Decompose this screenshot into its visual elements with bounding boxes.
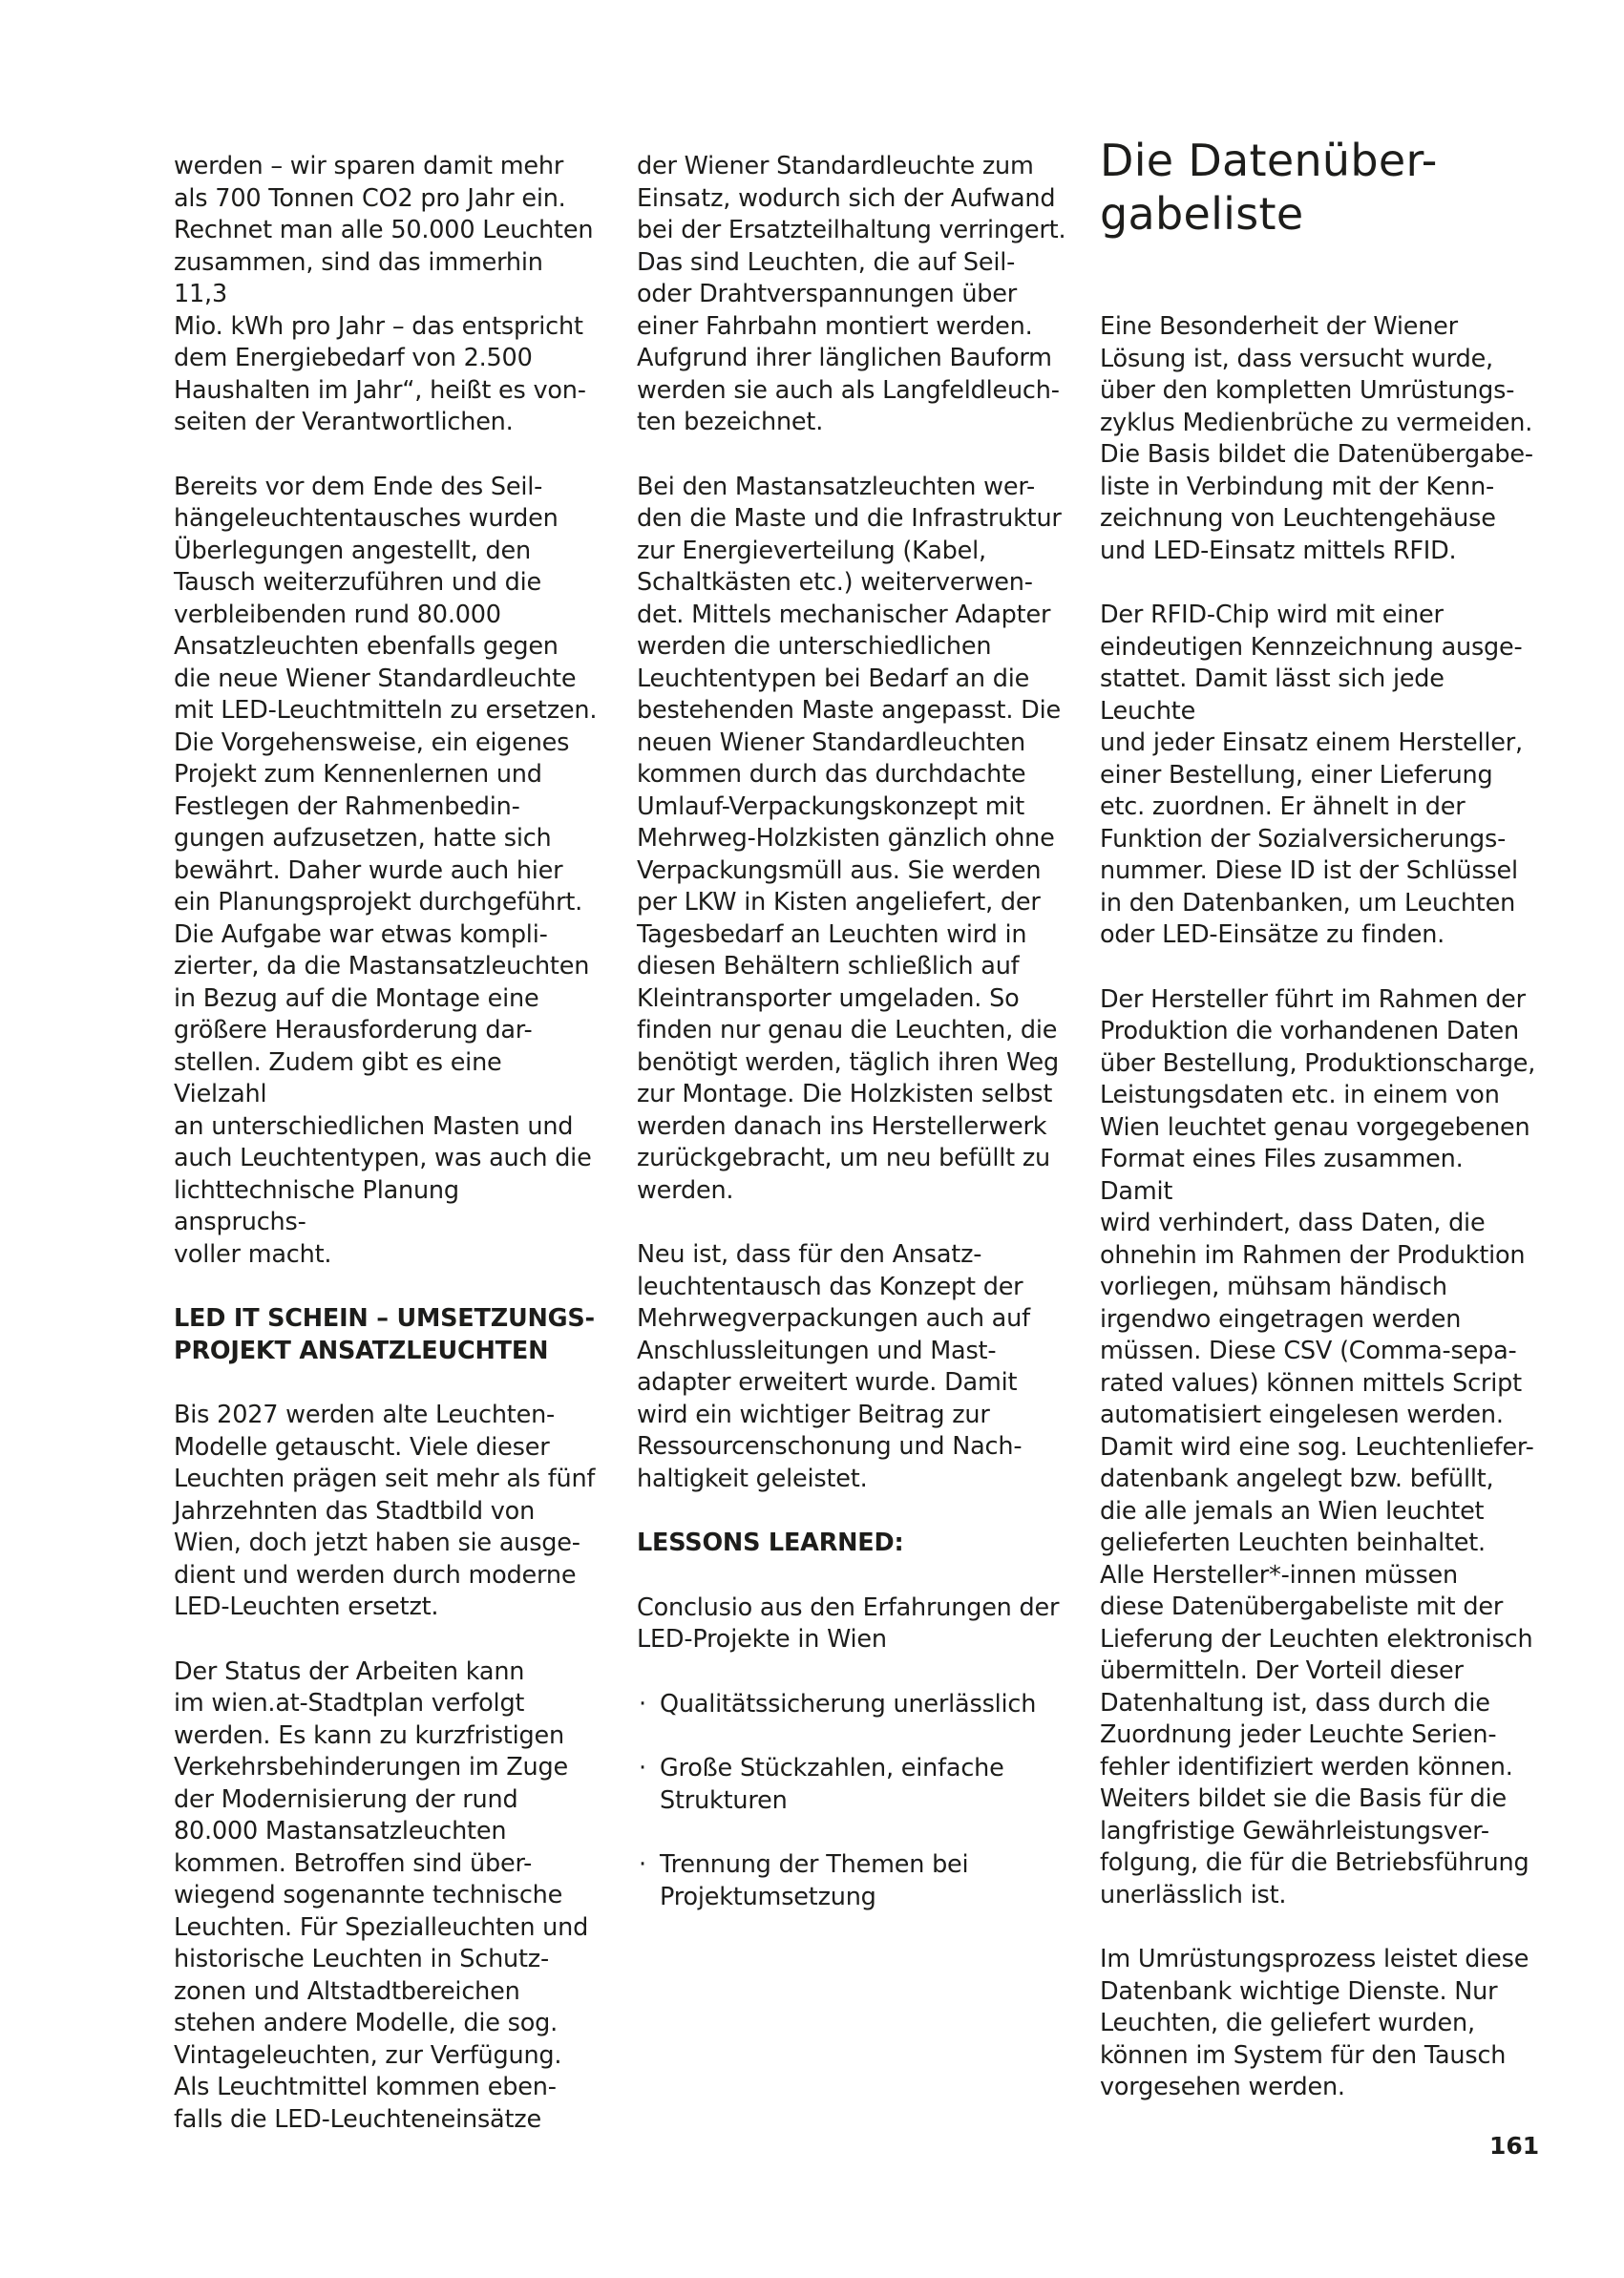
page-number: 161 (1489, 2132, 1540, 2160)
col2-paragraph-3: Neu ist, dass für den Ansatz- leuchtentausch das Konzept der Mehrwegverpackungen auch auf Anschlussleitungen und Mast- adapter erweitert wurde. Damit wird ein wichtiger Beitrag zur Ressourcenschonung und Nach- haltigkeit geleistet. (637, 1240, 1030, 1493)
column-right (1100, 134, 1539, 2137)
col2-paragraph-2: Bei den Mastansatzleuchten wer- den die Maste und die Infrastruktur zur Energieverteilung (Kabel, Schaltkästen etc.) weiterverwen- det. Mittels mechanischer Adapter werden die unterschiedlichen Leuchtentypen bei Bedarf an die bestehenden Maste angepasst. Die neuen Wiener Standardleuchten kommen durch das durchdachte Umlauf-Verpackungskonzept mit Mehrweg-Holzkisten gänzlich ohne Verpackungsmüll aus. Sie werden per LKW in Kisten angeliefert, der Tagesbedarf an Leuchten wird in diesen Behältern schließlich auf Kleintransporter umgeladen. So finden nur genau die Leuchten, die benötigt werden, täglich ihren Weg zur Montage. Die Holzkisten selbst werden danach ins Herstellerwerk zurückgebracht, um neu befüllt zu werden. (637, 472, 1062, 1205)
lessons-list (637, 1689, 1081, 1914)
list-item-text: Trennung der Themen bei Projektumsetzung (660, 1850, 969, 1911)
section-subheading-lessons-learned: LESSONS LEARNED: (637, 1529, 904, 1557)
col3-paragraph-4: Im Umrüstungsprozess leistet diese Datenbank wichtige Dienste. Nur Leuchten, die geliefert wurden, können im System für den Tausch vorgesehen werden. (1100, 1945, 1529, 2101)
col2-paragraph-4: Conclusio aus den Erfahrungen der LED-Projekte in Wien (637, 1592, 1060, 1654)
section-heading-datenuebergabeliste: Die Datenüber- gabeliste (1100, 135, 1438, 240)
col3-paragraph-1: Eine Besonderheit der Wiener Lösung ist, dass versucht wurde, über den kompletten Umrüstungs- zyklus Medienbrüche zu vermeiden. Die Basis bildet die Datenübergabe- liste in Verbindung mit der Kenn- zeichnung von Leuchtengehäuse und LED-Einsatz mittels RFID. (1100, 312, 1533, 565)
list-item (637, 1849, 1081, 1913)
column-left (174, 151, 599, 2168)
list-item (637, 1753, 1081, 1817)
col1-paragraph-4: Der Status der Arbeiten kann im wien.at-Stadtplan verfolgt werden. Es kann zu kurzfristigen Verkehrsbehinderungen im Zuge der Modernisierung der rund 80.000 Mastansatzleuchten kommen. Betroffen sind über- wiegend sogenannte technische Leuchten. Für Spezialleuchten und historische Leuchten in Schutz- zonen und Altstadtbereichen stehen andere Modelle, die sog. Vintageleuchten, zur Verfügung. Als Leuchtmittel kommen eben- falls die LED-Leuchteneinsätze (174, 1656, 589, 2134)
bullet-icon: · (639, 1850, 646, 1879)
bullet-icon: · (639, 1689, 646, 1719)
section-subheading-led-it-schein: LED IT SCHEIN – UMSETZUNGS- PROJEKT ANSATZLEUCHTEN (174, 1304, 595, 1365)
bullet-icon: · (639, 1754, 646, 1782)
col3-paragraph-3: Der Hersteller führt im Rahmen der Produktion die vorhandenen Daten über Bestellung, Produktionscharge, Leistungsdaten etc. in einem von Wien leuchtet genau vorgegebenen Format eines Files zusammen. Damit wird verhindert, dass Daten, die ohnehin im Rahmen der Produktion vorliegen, mühsam händisch irgendwo eingetragen werden müssen. Diese CSV (Comma-sepa- rated values) können mittels Script automatisiert eingelesen werden. Damit wird eine sog. Leuchtenliefer- datenbank angelegt bzw. befüllt, die alle jemals an Wien leuchtet gelieferten Leuchten beinhaltet. Alle Hersteller*-innen müssen diese Datenübergabeliste mit der Lieferung der Leuchten elektronisch übermitteln. Der Vorteil dieser Datenhaltung ist, dass durch die Zuordnung jeder Leuchte Serien- fehler identifiziert werden können. Weiters bildet sie die Basis für die langfristige Gewährleistungsver- folgung, die für die Betriebsführung unerlässlich ist. (1100, 984, 1536, 1909)
col1-paragraph-1: werden – wir sparen damit mehr als 700 Tonnen CO2 pro Jahr ein. Rechnet man alle 50.000 Leuchten zusammen, sind das immerhin 11,3 Mio. kWh pro Jahr – das entspricht dem Energiebedarf von 2.500 Haushalten im Jahr“, heißt es von- seiten der Verantwortlichen. (174, 152, 594, 436)
col3-paragraph-2: Der RFID-Chip wird mit einer eindeutigen Kennzeichnung ausge- stattet. Damit lässt sich jede Leuchte und jeder Einsatz einem Hersteller, einer Bestellung, einer Lieferung etc. zuordnen. Er ähnelt in der Funktion der Sozialversicherungs- nummer. Diese ID ist der Schlüssel in den Datenbanken, um Leuchten oder LED-Einsätze zu finden. (1100, 601, 1523, 949)
list-item (637, 1689, 1081, 1721)
col2-paragraph-1: der Wiener Standardleuchte zum Einsatz, wodurch sich der Aufwand bei der Ersatzteilhaltung verringert. Das sind Leuchten, die auf Seil- oder Drahtverspannungen über einer Fahrbahn montiert werden. Aufgrund ihrer länglichen Bauform werden sie auch als Langfeldleuch- ten bezeichnet. (637, 152, 1066, 436)
column-middle (637, 151, 1081, 1946)
list-item-text: Qualitätssicherung unerlässlich (660, 1689, 1037, 1719)
col1-paragraph-2: Bereits vor dem Ende des Seil- hängeleuchtentausches wurden Überlegungen angestellt, den Tausch weiterzuführen und die verbleibenden rund 80.000 Ansatzleuchten ebenfalls gegen die neue Wiener Standardleuchte mit LED-Leuchtmitteln zu ersetzen. Die Vorgehensweise, ein eigenes Projekt zum Kennenlernen und Festlegen der Rahmenbedin- gungen aufzusetzen, hatte sich bewährt. Daher wurde auch hier ein Planungsprojekt durchgeführt. Die Aufgabe war etwas kompli- zierter, da die Mastansatzleuchten in Bezug auf die Montage eine größere Herausforderung dar- stellen. Zudem gibt es eine Vielzahl an unterschiedlichen Masten und auch Leuchtentypen, was auch die lichttechnische Planung anspruchs- voller macht. (174, 472, 598, 1269)
col1-paragraph-3: Bis 2027 werden alte Leuchten- Modelle getauscht. Viele dieser Leuchten prägen seit mehr als fünf Jahrzehnten das Stadtbild von Wien, doch jetzt haben sie ausge- dient und werden durch moderne LED-Leuchten ersetzt. (174, 1401, 596, 1621)
list-item-text: Große Stückzahlen, einfache Strukturen (660, 1754, 1004, 1815)
